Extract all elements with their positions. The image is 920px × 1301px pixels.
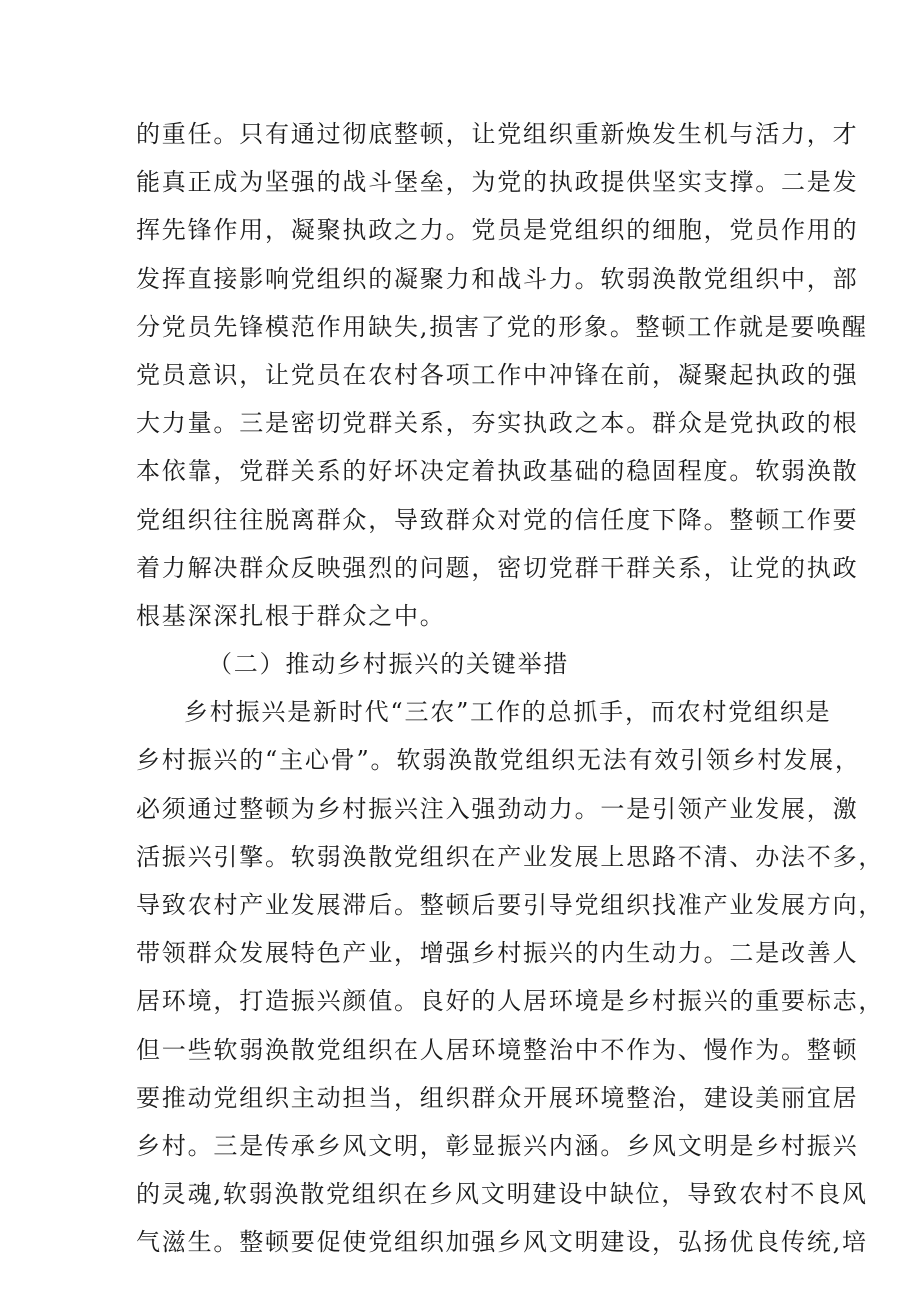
text-line: 乡村振兴的“主心骨”。软弱涣散党组织无法有效引领乡村发展，: [136, 746, 861, 775]
text-line: 活振兴引擎。软弱涣散党组织在产业发展上思路不清、办法不多，: [136, 842, 885, 871]
text-line: 着力解决群众反映强烈的问题，密切党群干群关系，让党的执政: [136, 553, 859, 582]
text-line: 必须通过整顿为乡村振兴注入强劲动力。一是引领产业发展，激: [136, 794, 859, 823]
text-line: 的重任。只有通过彻底整顿，让党组织重新焕发生机与活力，才: [136, 120, 859, 148]
text-line: 气滋生。整顿要促使党组织加强乡风文明建设，弘扬优良传统,培: [136, 1228, 868, 1257]
document-body: [136, 110, 885, 1267]
text-line: 本依靠，党群关系的好坏决定着执政基础的稳固程度。软弱涣散: [136, 457, 859, 486]
text-line: 乡村。三是传承乡风文明，彰显振兴内涵。乡风文明是乡村振兴: [136, 1131, 859, 1160]
text-line: 但一些软弱涣散党组织在人居环境整治中不作为、慢作为。整顿: [136, 1035, 859, 1064]
text-line: 挥先锋作用，凝聚执政之力。党员是党组织的细胞，党员作用的: [136, 216, 859, 245]
text-line: 能真正成为坚强的战斗堡垒，为党的执政提供坚实支撑。二是发: [136, 168, 859, 197]
text-line: 的灵魂,软弱涣散党组织在乡风文明建设中缺位，导致农村不良风: [136, 1180, 868, 1209]
text-line: 发挥直接影响党组织的凝聚力和战斗力。软弱涣散党组织中，部: [136, 264, 859, 293]
text-line: 带领群众发展特色产业，增强乡村振兴的内生动力。二是改善人: [136, 939, 859, 968]
text-line: 大力量。三是密切党群关系，夯实执政之本。群众是党执政的根: [136, 409, 859, 438]
text-line: 党组织往往脱离群众，导致群众对党的信任度下降。整顿工作要: [136, 505, 859, 534]
text-line: 居环境，打造振兴颜值。良好的人居环境是乡村振兴的重要标志，: [136, 987, 885, 1016]
text-line: 乡村振兴是新时代“三农”工作的总抓手，而农村党组织是: [184, 698, 832, 727]
text-line: 分党员先锋模范作用缺失,损害了党的形象。整顿工作就是要唤醒: [136, 312, 868, 341]
paragraph-1: [136, 110, 868, 640]
paragraph-2: [136, 688, 885, 1266]
text-line: 导致农村产业发展滞后。整顿后要引导党组织找准产业发展方向，: [136, 891, 885, 919]
text-line: 根基深深扎根于群众之中。: [136, 601, 446, 630]
text-line: 党员意识，让党员在农村各项工作中冲锋在前，凝聚起执政的强: [136, 360, 859, 389]
section-heading: （二）推动乡村振兴的关键举措: [208, 650, 570, 679]
text-line: 要推动党组织主动担当，组织群众开展环境整治，建设美丽宜居: [136, 1083, 859, 1112]
